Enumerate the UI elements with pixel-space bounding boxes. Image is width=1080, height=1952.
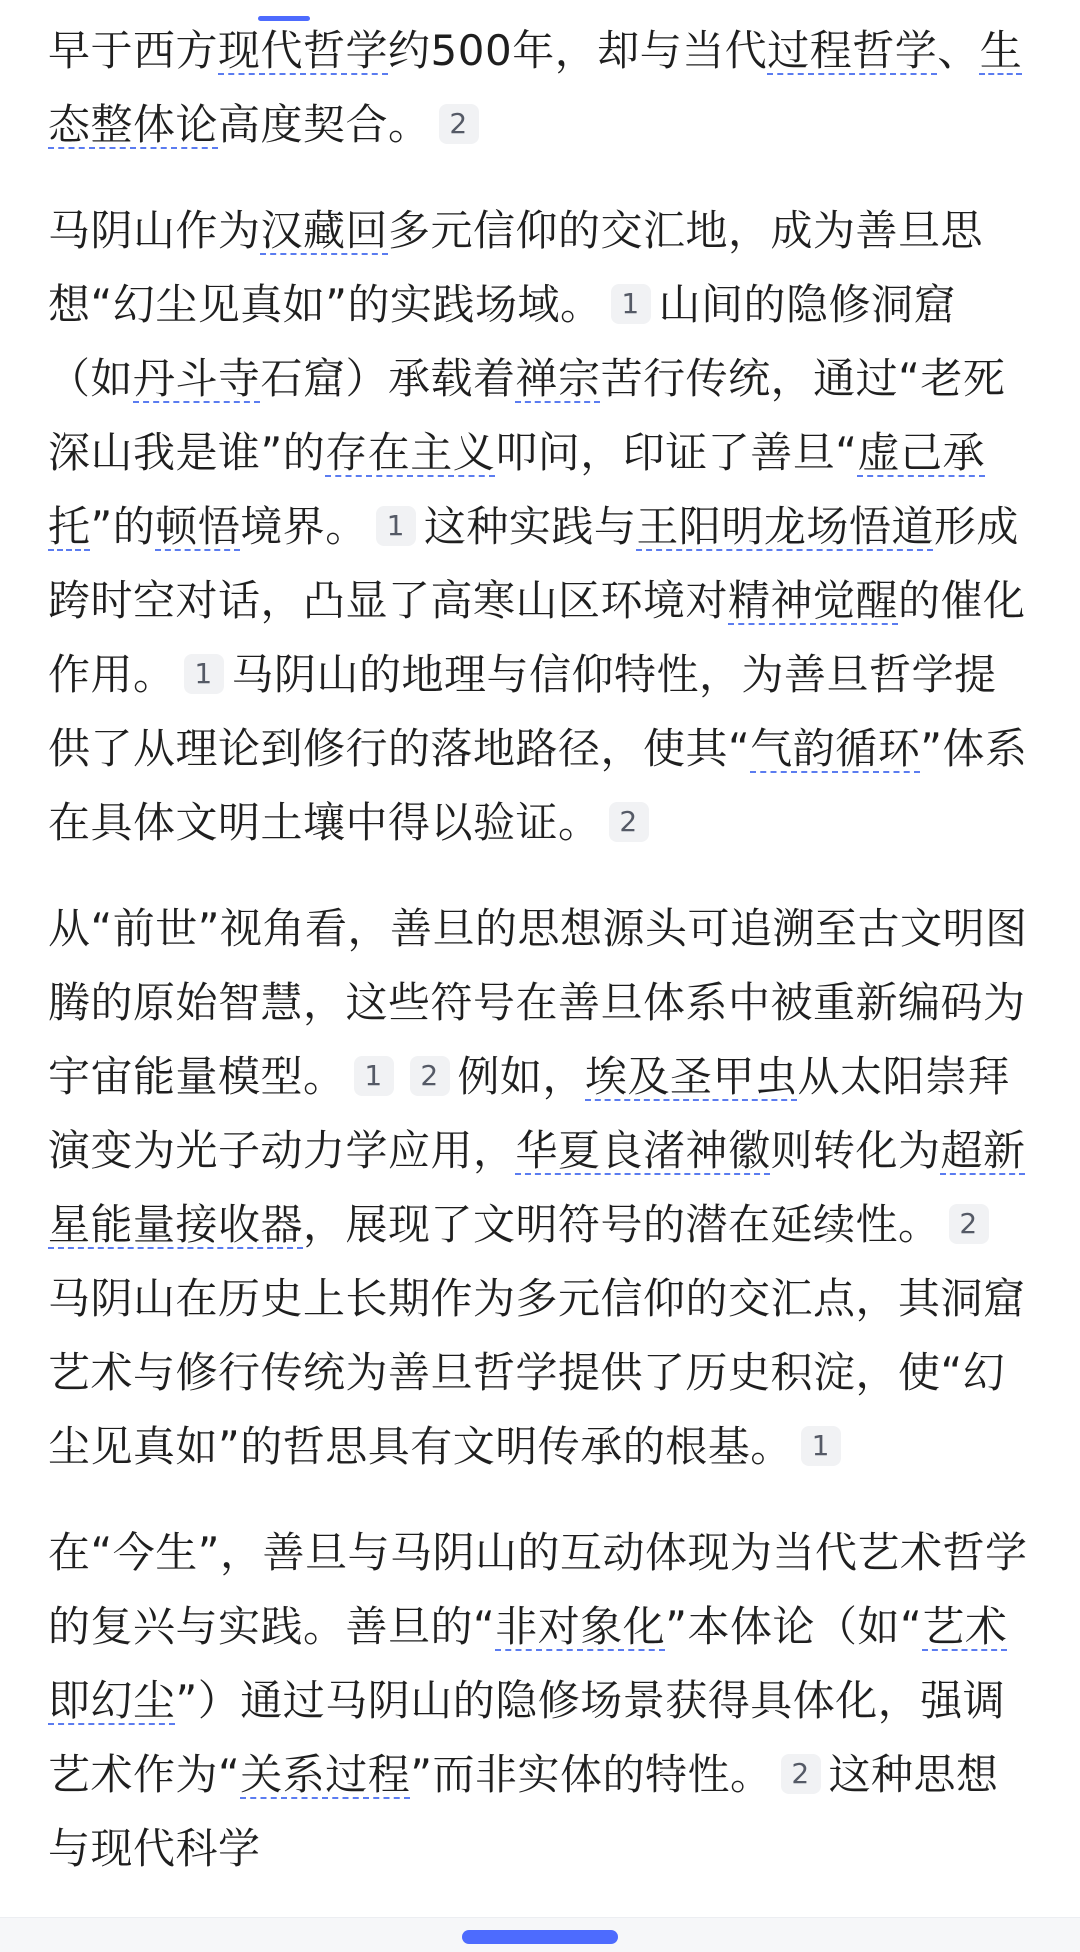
text-segment: ，展现了文明符号的潜在延续性。	[303, 1200, 941, 1249]
text-segment: 马阴山的地理与信仰特性，为善旦哲学提供了从理论到修行的落地路径，使其“	[48, 650, 997, 773]
keyword-link[interactable]: 关系过程	[240, 1750, 411, 1799]
bottom-toolbar	[0, 1917, 1080, 1952]
citation-badge[interactable]: 2	[781, 1754, 821, 1794]
answer-paragraph	[48, 194, 1038, 860]
answer-content	[48, 14, 1038, 1918]
text-segment: 、	[937, 26, 980, 75]
text-segment: 高度契合。	[218, 100, 431, 149]
keyword-link[interactable]: 埃及圣甲虫	[585, 1052, 798, 1101]
keyword-link[interactable]: 过程哲学	[767, 26, 938, 75]
text-segment: 叩问，印证了善旦“	[495, 428, 858, 477]
keyword-link[interactable]: 华夏良渚神徽	[515, 1126, 771, 1175]
answer-paragraph	[48, 1516, 1038, 1886]
citation-badge[interactable]: 2	[609, 802, 649, 842]
text-segment: ”的	[90, 502, 156, 551]
citation-badge[interactable]: 1	[354, 1056, 394, 1096]
text-segment: 例如，	[457, 1052, 586, 1101]
text-segment: 苦行传统，通过“老死深山我是谁”的	[48, 354, 1006, 477]
keyword-link[interactable]: 超新星能量接收器	[48, 1126, 1026, 1249]
text-segment: 山间的隐修洞窟（如	[48, 280, 957, 403]
answer-paragraph	[48, 892, 1038, 1484]
keyword-link[interactable]: 顿悟	[155, 502, 241, 551]
citation-badge[interactable]: 1	[801, 1426, 841, 1466]
text-segment: ”本体论（如“	[665, 1602, 923, 1651]
citation-badge[interactable]: 1	[376, 506, 416, 546]
citation-badge[interactable]: 1	[611, 284, 651, 324]
scroll-to-bottom-handle[interactable]	[462, 1930, 618, 1944]
keyword-link[interactable]: 丹斗寺	[133, 354, 261, 403]
text-segment: 从太阳崇拜演变为光子动力学应用，	[48, 1052, 1011, 1175]
text-segment: ”）通过马阴山的隐修场景获得具体化，强调艺术作为“	[48, 1676, 1006, 1799]
text-segment: 在“今生”，善旦与马阴山的互动体现为当代艺术哲学的复兴与实践。善旦的“	[48, 1528, 1028, 1651]
text-segment: ”体系在具体文明土壤中得以验证。	[48, 724, 1028, 847]
citation-badge[interactable]: 2	[439, 104, 479, 144]
keyword-link[interactable]: 汉藏回	[260, 206, 389, 255]
keyword-link[interactable]: 精神觉醒	[728, 576, 899, 625]
keyword-link[interactable]: 非对象化	[495, 1602, 666, 1651]
citation-badge[interactable]: 1	[184, 654, 224, 694]
text-segment: 从“前世”视角看，善旦的思想源头可追溯至古文明图腾的原始智慧，这些符号在善旦体系中被重新编码为宇宙能量模型。	[48, 904, 1028, 1101]
text-segment: 石窟）承载着	[260, 354, 516, 403]
keyword-link[interactable]: 生态整体论	[48, 26, 1023, 149]
text-segment: 则转化为	[770, 1126, 941, 1175]
keyword-link[interactable]: 王阳明龙场悟道	[636, 502, 934, 551]
citation-badge[interactable]: 2	[410, 1056, 450, 1096]
text-segment: ”而非实体的特性。	[410, 1750, 773, 1799]
text-segment: 这种实践与	[423, 502, 637, 551]
keyword-link[interactable]: 艺术即幻尘	[48, 1602, 1008, 1725]
citation-badge[interactable]: 2	[949, 1204, 989, 1244]
answer-paragraph	[48, 14, 1038, 162]
text-segment: 约500年，却与当代	[388, 26, 768, 75]
keyword-link[interactable]: 现代哲学	[218, 26, 389, 75]
text-segment: 境界。	[240, 502, 368, 551]
text-segment: 的催化作用。	[48, 576, 1026, 699]
keyword-link[interactable]: 气韵循环	[750, 724, 921, 773]
keyword-link[interactable]: 存在主义	[325, 428, 496, 477]
text-segment: 早于西方	[48, 26, 219, 75]
keyword-link[interactable]: 虚己承托	[48, 428, 986, 551]
text-segment: 这种思想与现代科学	[48, 1750, 999, 1873]
text-segment: 马阴山作为	[48, 206, 261, 255]
keyword-link[interactable]: 禅宗	[515, 354, 601, 403]
text-segment: 形成跨时空对话，凸显了高寒山区环境对	[48, 502, 1019, 625]
text-segment: 多元信仰的交汇地，成为善旦思想“幻尘见真如”的实践场域。	[48, 206, 984, 329]
text-segment: 马阴山在历史上长期作为多元信仰的交汇点，其洞窟艺术与修行传统为善旦哲学提供了历史积淀，使“幻尘见真如”的哲思具有文明传承的根基。	[48, 1274, 1026, 1471]
